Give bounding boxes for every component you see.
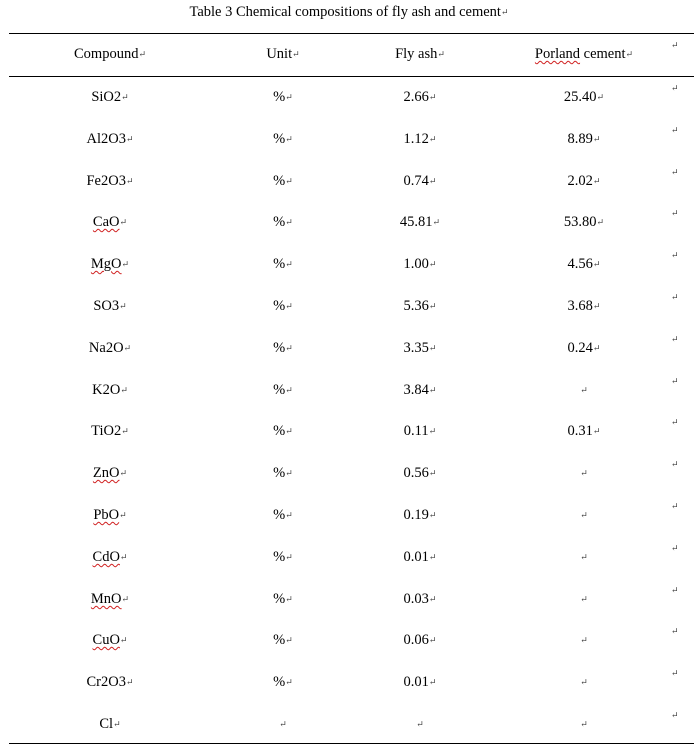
- row-end-mark-icon: ↵: [671, 292, 679, 302]
- row-end-mark-icon: ↵: [671, 668, 679, 678]
- cell-fly-ash: 1.12↵: [403, 131, 437, 147]
- row-end-mark-icon: ↵: [671, 543, 679, 553]
- row-end-mark-icon: ↵: [671, 501, 679, 511]
- cell-cement: 53.80↵: [563, 214, 605, 230]
- cell-compound: K2O↵: [92, 382, 128, 398]
- cell-compound: CdO↵: [92, 549, 128, 565]
- cell-compound: Cl↵: [99, 716, 121, 732]
- cell-cement: 2.02↵: [567, 173, 601, 189]
- cell-unit: ↵: [279, 719, 287, 729]
- cell-fly-ash: 3.84↵: [403, 382, 437, 398]
- cell-fly-ash: 1.00↵: [403, 256, 437, 272]
- header-unit: Unit↵: [266, 46, 300, 62]
- row-end-mark-icon: ↵: [671, 208, 679, 218]
- cell-fly-ash: 0.03↵: [403, 591, 437, 607]
- cell-compound: Na2O↵: [88, 340, 132, 356]
- cell-compound: Al2O3↵: [86, 131, 134, 147]
- table-title: Table 3 Chemical compositions of fly ash and cement: [189, 4, 501, 20]
- row-end-mark-icon: ↵: [671, 626, 679, 636]
- header-cement: Porland cement↵: [534, 46, 634, 62]
- header-compound: Compound↵: [74, 46, 146, 62]
- cell-cement: 4.56↵: [567, 256, 601, 272]
- cell-fly-ash: 0.01↵: [403, 549, 437, 565]
- cell-cement: ↵: [580, 594, 588, 604]
- cell-fly-ash: 3.35↵: [403, 340, 437, 356]
- cell-cement: ↵: [580, 510, 588, 520]
- cell-compound: CuO↵: [92, 632, 128, 648]
- header-fly-ash: Fly ash↵: [395, 46, 445, 62]
- cell-fly-ash: 5.36↵: [403, 298, 437, 314]
- cell-unit: %↵: [273, 340, 293, 356]
- cell-cement: ↵: [580, 468, 588, 478]
- cell-unit: %↵: [273, 549, 293, 565]
- cell-compound: SO3↵: [93, 298, 127, 314]
- cell-unit: %↵: [273, 591, 293, 607]
- cell-unit: %↵: [273, 465, 293, 481]
- cell-unit: %↵: [273, 89, 293, 105]
- cell-compound: CaO↵: [92, 214, 128, 230]
- cell-unit: %↵: [273, 674, 293, 690]
- cell-unit: %↵: [273, 131, 293, 147]
- cell-cement: 3.68↵: [567, 298, 601, 314]
- cell-compound: ZnO↵: [92, 465, 128, 481]
- row-end-mark-icon: ↵: [671, 710, 679, 720]
- cell-unit: %↵: [273, 632, 293, 648]
- row-end-mark-icon: ↵: [671, 376, 679, 386]
- row-end-mark-icon: ↵: [671, 417, 679, 427]
- cell-cement: 0.31↵: [567, 423, 601, 439]
- cell-fly-ash: 0.19↵: [403, 507, 437, 523]
- cell-fly-ash: 0.74↵: [403, 173, 437, 189]
- cell-fly-ash: 45.81↵: [399, 214, 441, 230]
- row-end-mark-icon: ↵: [671, 83, 679, 93]
- cell-cement: 8.89↵: [567, 131, 601, 147]
- cell-unit: %↵: [273, 298, 293, 314]
- row-end-mark-icon: ↵: [671, 585, 679, 595]
- cell-cement: ↵: [580, 552, 588, 562]
- cell-unit: %↵: [273, 423, 293, 439]
- cell-cement: 0.24↵: [567, 340, 601, 356]
- cell-fly-ash: 0.01↵: [403, 674, 437, 690]
- cell-compound: Fe2O3↵: [86, 173, 134, 189]
- paragraph-mark-icon: ↵: [500, 7, 509, 17]
- cell-cement: ↵: [580, 719, 588, 729]
- cell-cement: ↵: [580, 635, 588, 645]
- row-end-mark-icon: ↵: [671, 334, 679, 344]
- cell-fly-ash: ↵: [416, 719, 424, 729]
- row-end-mark-icon: ↵: [671, 250, 679, 260]
- bottom-rule: [9, 743, 694, 744]
- cell-fly-ash: 2.66↵: [403, 89, 437, 105]
- cell-compound: Cr2O3↵: [86, 674, 134, 690]
- cell-compound: SiO2↵: [91, 89, 129, 105]
- cell-cement: ↵: [580, 677, 588, 687]
- row-end-mark-icon: ↵: [671, 167, 679, 177]
- row-end-mark-icon: ↵: [671, 40, 679, 50]
- cell-compound: MnO↵: [90, 591, 130, 607]
- cell-cement: 25.40↵: [563, 89, 605, 105]
- row-end-mark-icon: ↵: [671, 125, 679, 135]
- cell-unit: %↵: [273, 214, 293, 230]
- cell-fly-ash: 0.56↵: [403, 465, 437, 481]
- cell-compound: PbO↵: [93, 507, 127, 523]
- cell-fly-ash: 0.11↵: [403, 423, 437, 439]
- cell-unit: %↵: [273, 173, 293, 189]
- row-end-mark-icon: ↵: [671, 459, 679, 469]
- cell-unit: %↵: [273, 507, 293, 523]
- cell-compound: MgO↵: [90, 256, 130, 272]
- cell-unit: %↵: [273, 382, 293, 398]
- cell-compound: TiO2↵: [91, 423, 129, 439]
- cell-unit: %↵: [273, 256, 293, 272]
- cell-fly-ash: 0.06↵: [403, 632, 437, 648]
- cell-cement: ↵: [580, 385, 588, 395]
